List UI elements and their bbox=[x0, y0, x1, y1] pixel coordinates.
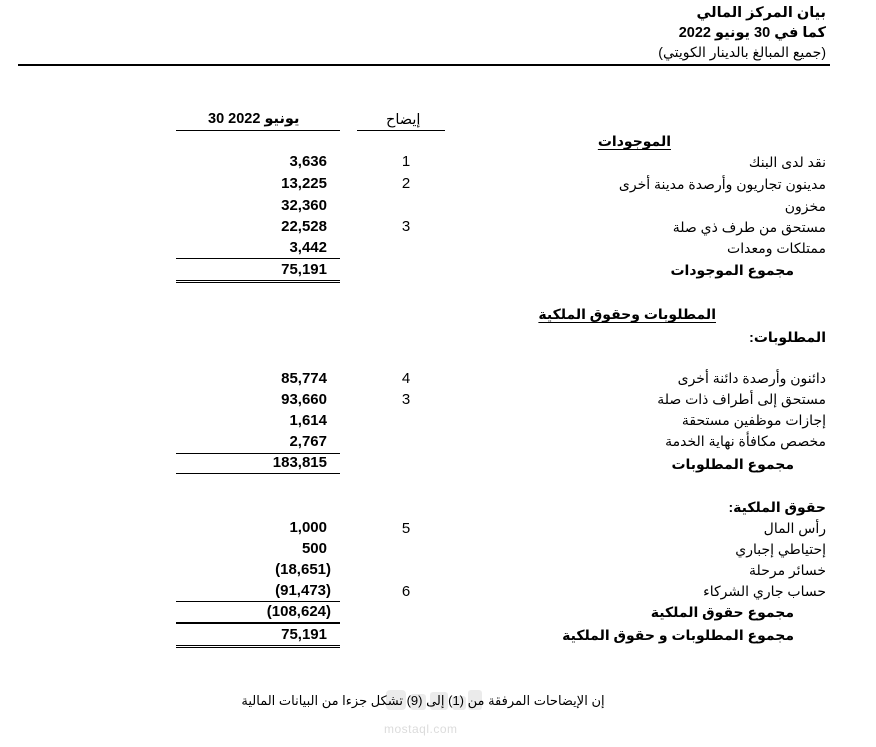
total-liabilities-value: 183,815 bbox=[272, 454, 327, 471]
equity-label: حساب جاري الشركاء bbox=[703, 583, 826, 599]
liabilities-equity-heading: المطلوبات وحقوق الملكية bbox=[538, 306, 716, 322]
asset-note: 3 bbox=[401, 218, 411, 235]
equity-label: خسائر مرحلة bbox=[749, 562, 826, 578]
asset-note: 1 bbox=[401, 153, 411, 170]
liability-note: 4 bbox=[401, 370, 411, 387]
grand-total-label: مجموع المطلوبات و حقوق الملكية bbox=[562, 627, 794, 643]
liability-value: 1,614 bbox=[289, 412, 327, 429]
equity-value: (18,651) bbox=[275, 561, 331, 578]
column-note-underline bbox=[357, 130, 445, 131]
column-period: 30 يونيو 2022 bbox=[208, 111, 300, 127]
equity-value: 1,000 bbox=[289, 519, 327, 536]
currency-note: (جميع المبالغ بالدينار الكويتي) bbox=[658, 44, 826, 60]
asset-note: 2 bbox=[401, 175, 411, 192]
asset-label: مخزون bbox=[784, 198, 826, 214]
equity-heading: حقوق الملكية: bbox=[728, 499, 826, 515]
asset-label: مدينون تجاريون وأرصدة مدينة أخرى bbox=[618, 176, 826, 192]
asset-value: 13,225 bbox=[281, 175, 327, 192]
total-equity-label: مجموع حقوق الملكية bbox=[650, 604, 794, 620]
statement-title: بيان المركز المالي bbox=[696, 5, 826, 21]
assets-subtotal-rule bbox=[176, 258, 340, 259]
liability-label: مخصص مكافأة نهاية الخدمة bbox=[665, 433, 826, 449]
equity-subtotal-rule bbox=[176, 601, 340, 602]
assets-total-double-rule bbox=[176, 280, 340, 283]
liabilities-heading: المطلوبات: bbox=[749, 329, 826, 345]
column-note: إيضاح bbox=[386, 112, 421, 128]
liability-value: 93,660 bbox=[281, 391, 327, 408]
liability-label: إجازات موظفين مستحقة bbox=[681, 412, 826, 428]
equity-label: إحتياطي إجباري bbox=[735, 541, 826, 557]
asset-value: 3,442 bbox=[289, 239, 327, 256]
total-assets-value: 75,191 bbox=[281, 261, 327, 278]
asset-value: 32,360 bbox=[281, 197, 327, 214]
equity-note: 6 bbox=[401, 583, 411, 600]
equity-note: 5 bbox=[401, 520, 411, 537]
equity-value: 500 bbox=[301, 540, 327, 557]
total-assets-label: مجموع الموجودات bbox=[670, 262, 794, 278]
watermark-text: mostaql.com bbox=[384, 722, 458, 736]
asset-label: ممتلكات ومعدات bbox=[727, 240, 826, 256]
equity-label: رأس المال bbox=[763, 520, 826, 536]
grand-total-double-rule bbox=[176, 645, 340, 648]
footer-text: إن الإيضاحات المرفقة من (1) إلى (9) تشكل جزءا من البيانات المالية bbox=[241, 693, 605, 708]
liability-label: دائنون وأرصدة دائنة أخرى bbox=[677, 370, 826, 386]
asset-label: مستحق من طرف ذي صلة bbox=[672, 219, 826, 235]
header-rule bbox=[18, 64, 830, 66]
equity-value: (91,473) bbox=[275, 582, 331, 599]
column-period-underline bbox=[176, 130, 340, 131]
liability-value: 2,767 bbox=[289, 433, 327, 450]
asset-label: نقد لدى البنك bbox=[748, 154, 826, 170]
statement-date: كما في 30 يونيو 2022 bbox=[678, 25, 826, 41]
total-liabilities-label: مجموع المطلوبات bbox=[671, 456, 794, 472]
assets-heading: الموجودات bbox=[597, 133, 671, 149]
asset-value: 22,528 bbox=[281, 218, 327, 235]
footer-note bbox=[0, 694, 846, 707]
equity-total-rule bbox=[176, 622, 340, 624]
asset-value: 3,636 bbox=[289, 153, 327, 170]
grand-total-value: 75,191 bbox=[281, 626, 327, 643]
liability-value: 85,774 bbox=[281, 370, 327, 387]
liabilities-total-rule bbox=[176, 473, 340, 474]
liability-label: مستحق إلى أطراف ذات صلة bbox=[657, 391, 826, 407]
total-equity-value: (108,624) bbox=[266, 603, 331, 620]
liability-note: 3 bbox=[401, 391, 411, 408]
